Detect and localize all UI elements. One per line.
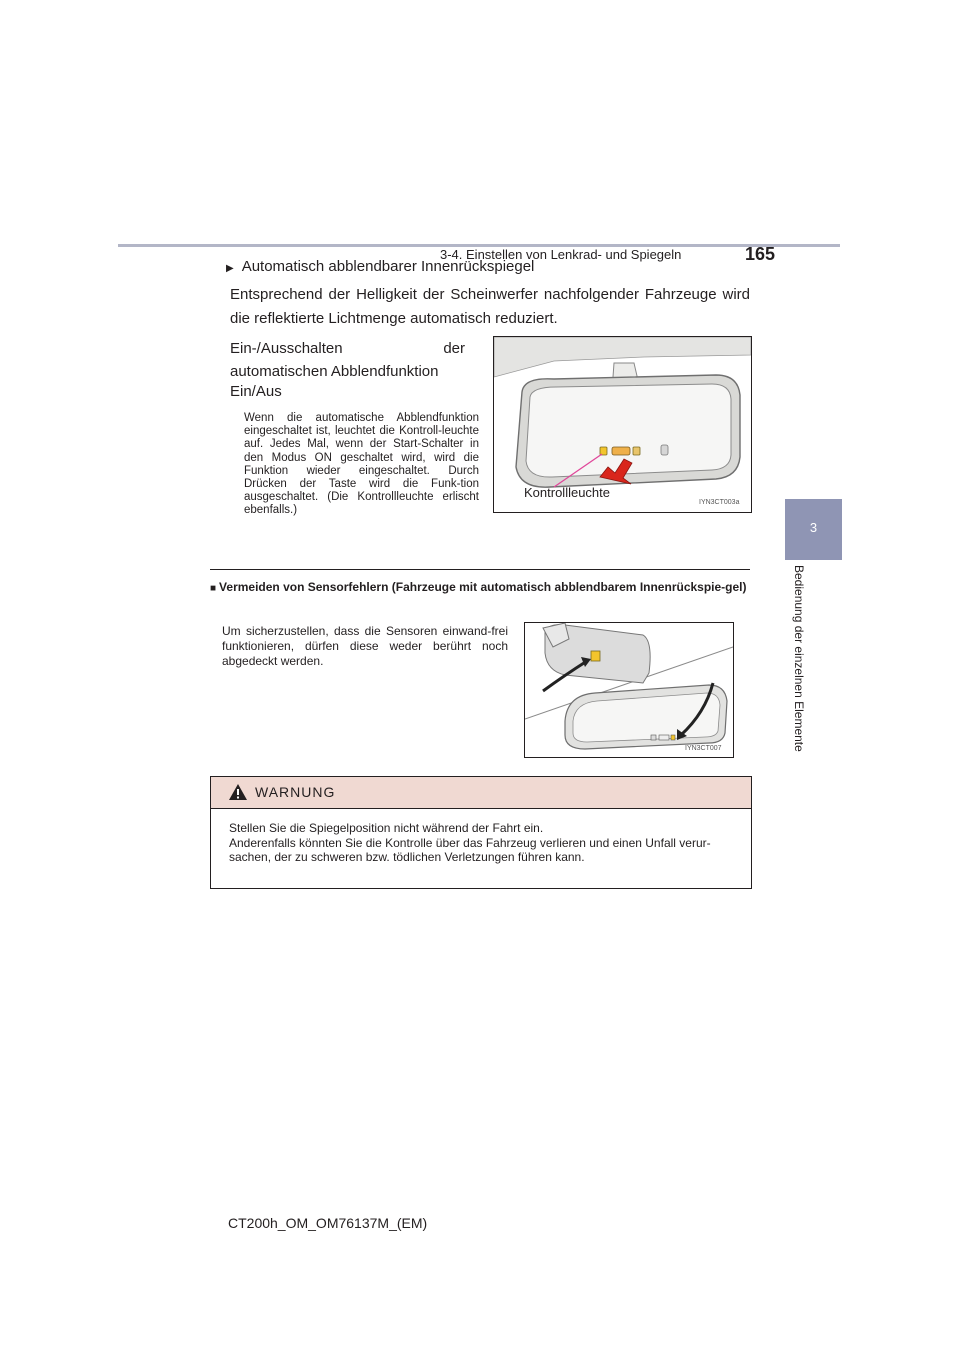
bullet-heading [226,258,534,275]
figure-id: IYN3CT003a [699,499,740,506]
warning-line-2: Anderenfalls könnten Sie die Kontrolle über das Fahrzeug verlieren und einen Unfall verur-sachen, der zu schweren bzw. tödlichen Verletzungen führen kann. [229,835,711,864]
mirror-figure [493,336,752,513]
item-subtitle: Ein/Aus [230,383,282,400]
section-heading [210,580,755,596]
warning-line-1: Stellen Sie die Spiegelposition nicht während der Fahrt ein. [229,821,544,835]
intro-paragraph: Entsprechend der Helligkeit der Scheinwerfer nachfolgender Fahrzeuge wird die reflektierte Lichtmenge automatisch reduziert. [230,286,750,327]
footer-doc-code: CT200h_OM_OM76137M_(EM) [228,1215,428,1231]
chapter-label: Bedienung der einzelnen Elemente [792,565,806,752]
section-title: 3-4. Einstellen von Lenkrad- und Spiegeln [440,247,682,262]
triangle-bullet-icon: ▶ [226,263,234,274]
figure-id: IYN3CT007 [685,745,722,752]
warning-header [211,777,751,809]
section-body: Um sicherzustellen, dass die Sensoren einwand-frei funktionieren, dürfen diese weder berührt noch abgedeckt werden. [222,624,508,668]
warning-title: WARNUNG [255,784,336,800]
section-heading-text: Vermeiden von Sensorfehlern (Fahrzeuge mit automatisch abblendbarem Innenrückspie-gel) [219,580,747,594]
chapter-tab-rule [785,557,842,560]
sensor-illustration [525,623,733,757]
warning-triangle-icon [228,783,248,801]
sensor-figure [524,622,734,758]
callout-label: Kontrollleuchte [524,485,610,500]
square-bullet-icon: ■ [210,583,217,594]
section-divider [210,569,750,570]
item-title: Ein-/Ausschalten der automatischen Abblendfunktion [230,340,465,380]
warning-box [210,776,752,889]
bullet-heading-text: Automatisch abblendbarer Innenrückspiegel [241,258,535,275]
page-number: 165 [745,244,776,264]
chapter-tab: 3 [785,499,842,557]
warning-text [229,821,744,865]
item-description: Wenn die automatische Abblendfunktion eingeschaltet ist, leuchtet die Kontroll-leuchte auf. Jedes Mal, wenn der Start-Schalter in den Modus ON geschaltet wird, wird die Funktion wieder eingeschaltet. Durch Drücken der Taste wird die Funk-tion ausgeschaltet. (Die Kontrollleuchte erlischt ebenfalls.) [244,412,479,517]
